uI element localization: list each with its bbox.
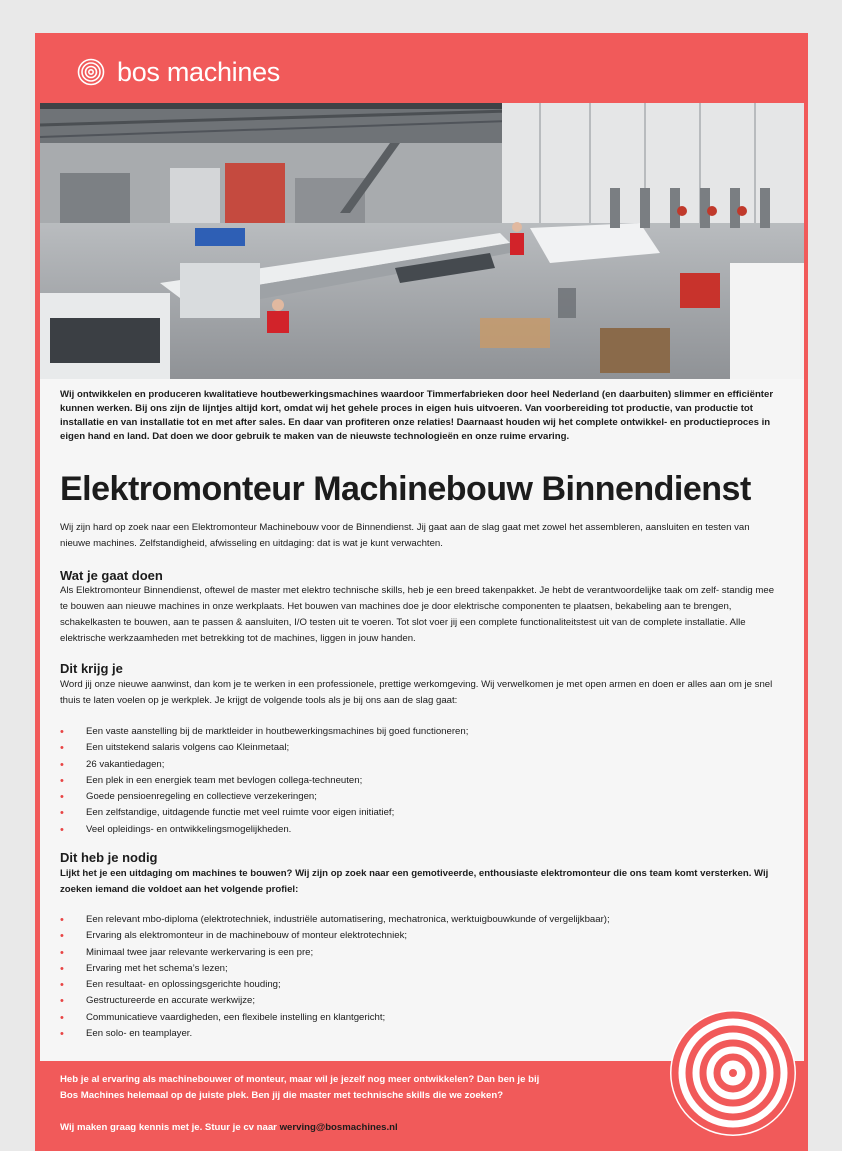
- list-item: • Een zelfstandige, uitdagende functie met veel ruimte voor eigen initiatief;: [60, 805, 468, 821]
- list-item: • Ervaring met het schema’s lezen;: [60, 961, 610, 977]
- email-link[interactable]: werving@bosmachines.nl: [279, 1122, 398, 1133]
- list-item: • Een relevant mbo-diploma (elektrotechniek, industriële automatisering, mechatronica, werktuigbouwkunde of vergelijkbaar);: [60, 912, 610, 928]
- section-heading-tasks: Wat je gaat doen: [60, 568, 163, 583]
- list-item: • Een resultaat- en oplossingsgerichte houding;: [60, 977, 610, 993]
- section-heading-offer: Dit krijg je: [60, 661, 123, 676]
- intro-text: Wij ontwikkelen en produceren kwalitatieve houtbewerkingsmachines waardoor Timmerfabrieken door heel Nederland (en daarbuiten) slimmer en efficiënter kunnen werken. Bij ons zijn de lijntjes altijd kort, omdat wij het gehele proces in eigen huis uitvoeren. Van voorbereiding tot productie, van productie tot installatie en van installatie tot en met after sales. En daar van profiteren onze relaties! Daarnaast houden wij het complete ontwikkel- en productieproces in eigen hand en land. Dat doen we door gebruik te maken van de nieuwste technologieën en onze ruime ervaring.: [60, 389, 774, 442]
- brand-logo: [77, 55, 280, 89]
- list-item: • Gestructureerde en accurate werkwijze;: [60, 993, 610, 1009]
- footer-cta: [60, 1072, 700, 1136]
- list-item: • Veel opleidings- en ontwikkelingsmogelijkheden.: [60, 822, 468, 838]
- list-item: • Een solo- en teamplayer.: [60, 1026, 610, 1042]
- lead-text: Wij zijn hard op zoek naar een Elektromonteur Machinebouw voor de Binnendienst. Jij gaat aan de slag gaat met zowel het assembleren, aansluiten en testen van nieuwe machines. Zelfstandigheid, afwisseling en uitdaging: dat is wat je kunt verwachten.: [60, 522, 750, 549]
- footer-contact-prefix: Wij maken graag kennis met je. Stuur je cv naar: [60, 1122, 280, 1133]
- offer-list: [60, 724, 468, 838]
- list-item: • Ervaring als elektromonteur in de machinebouw of monteur elektrotechniek;: [60, 928, 610, 944]
- brand-name: bos machines: [117, 56, 280, 87]
- section-heading-requirements: Dit heb je nodig: [60, 850, 158, 865]
- list-item: • Goede pensioenregeling en collectieve verzekeringen;: [60, 789, 468, 805]
- list-item: • Een vaste aanstelling bij de marktleider in houtbewerkingsmachines bij goed functioneren;: [60, 724, 468, 740]
- decorative-circles-icon: [668, 1008, 798, 1138]
- requirements-list: [60, 912, 610, 1042]
- bos-logo-icon: [77, 58, 105, 86]
- section-text-requirements: Lijkt het je een uitdaging om machines te bouwen? Wij zijn op zoek naar een gemotiveerde, enthousiaste elektromonteur die ons team komt versterken. Wij zoeken iemand die voldoet aan het volgende profiel:: [60, 868, 769, 895]
- list-item: • Communicatieve vaardigheden, een flexibele instelling en klantgericht;: [60, 1010, 610, 1026]
- footer-line-2: Bos Machines helemaal op de juiste plek. Ben jij die master met technische skills die we zoeken?: [60, 1090, 504, 1101]
- footer-line-1: Heb je al ervaring als machinebouwer of monteur, maar wil je jezelf nog meer ontwikkelen? Dan ben je bij: [60, 1074, 540, 1085]
- list-item: • Minimaal twee jaar relevante werkervaring is een pre;: [60, 945, 610, 961]
- factory-floor-photo: [40, 103, 804, 379]
- section-text-offer: Word jij onze nieuwe aanwinst, dan kom je te werken in een professionele, prettige werkomgeving. Wij verwelkomen je met open armen en doen er alles aan om je snel thuis te laten voelen op je werkplek. Je krijgt de volgende tools als je bij ons aan de slag gaat:: [60, 679, 773, 706]
- page-title: Elektromonteur Machinebouw Binnendienst: [60, 470, 751, 508]
- list-item: • Een plek in een energiek team met bevlogen collega-techneuten;: [60, 773, 468, 789]
- list-item: • 26 vakantiedagen;: [60, 757, 468, 773]
- section-text-tasks: Als Elektromonteur Binnendienst, oftewel de master met elektro technische skills, heb je een breed takenpakket. Je hebt de verantwoordelijke taak om zelf- standig mee te bouwen aan nieuwe machines in onze werkplaats. Het bouwen van machines doe je door elektrische componenten te plaatsen, bekabeling aan te brengen, schakelkasten te bouwen, aan te passen & aansluiten, I/O testen uit te voeren. Tot slot voer jij een complete functionaliteitstest uit van de complete installatie. Alle elektrische werkzaamheden met betrekking tot de machines, liggen in jouw handen.: [60, 585, 775, 644]
- list-item: • Een uitstekend salaris volgens cao Kleinmetaal;: [60, 740, 468, 756]
- footer-contact: [60, 1120, 700, 1136]
